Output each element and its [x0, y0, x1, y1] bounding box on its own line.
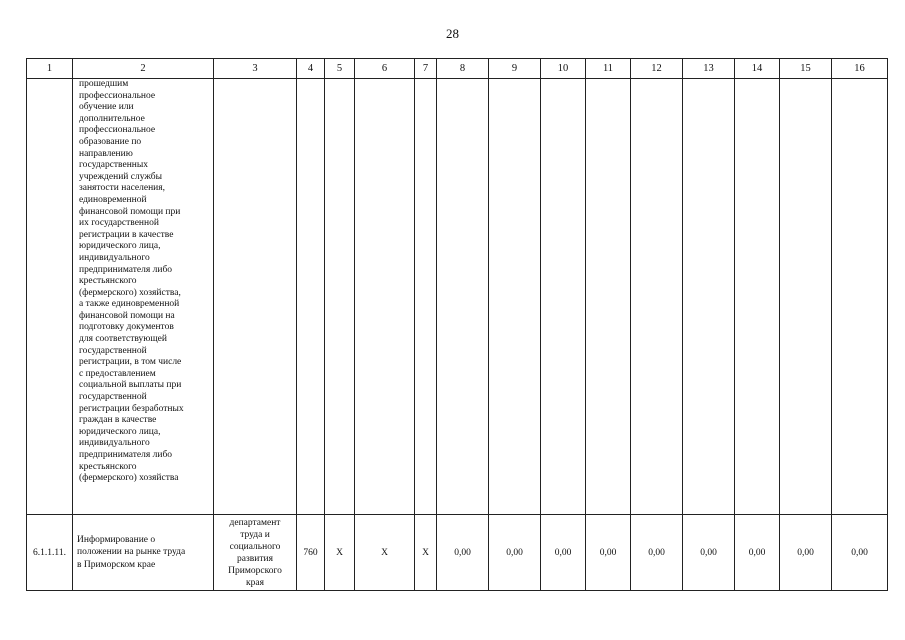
text-line: социального [229, 541, 281, 552]
text-line: образование по [79, 136, 142, 147]
table-cell [325, 79, 355, 515]
table-cell [489, 79, 541, 515]
text-line: (фермерского) хозяйства [79, 473, 179, 484]
table-cell [541, 79, 586, 515]
table-cell: 0,00 [631, 515, 683, 591]
measure-code-cell: 6.1.1.11. [27, 515, 73, 591]
text-line: в Приморском крае [77, 559, 156, 570]
text-line: индивидуального [79, 252, 150, 263]
text-line: социальной выплаты при [79, 380, 182, 391]
table-cell: X [325, 515, 355, 591]
text-line: труда и [240, 529, 270, 540]
table-cell [437, 79, 489, 515]
column-header: 14 [735, 59, 780, 79]
text-line: государственной [79, 345, 147, 356]
table-cell: 0,00 [780, 515, 832, 591]
text-line: департамент [229, 517, 281, 528]
table-cell [415, 79, 437, 515]
text-line: единовременной [79, 194, 147, 205]
text-line: регистрации в качестве [79, 229, 174, 240]
text-line: Информирование о [77, 534, 156, 545]
column-header: 2 [73, 59, 214, 79]
column-header: 15 [780, 59, 832, 79]
column-header: 11 [586, 59, 631, 79]
text-line: с предоставлением [79, 368, 156, 379]
text-line: предпринимателя либо [79, 264, 173, 275]
text-line: обучение или [79, 102, 134, 113]
table-cell [683, 79, 735, 515]
table-row-continued [27, 79, 888, 515]
text-line: регистрации безработных [79, 403, 184, 414]
budget-table [26, 58, 888, 591]
table-cell [631, 79, 683, 515]
text-line: дополнительное [79, 113, 145, 124]
text-line: (фермерского) хозяйства, [79, 287, 181, 298]
text-line: для соответствующей [79, 334, 167, 345]
text-line: индивидуального [79, 438, 150, 449]
table-cell: X [355, 515, 415, 591]
column-header: 4 [297, 59, 325, 79]
text-line: их государственной [79, 218, 159, 229]
text-line: юридического лица, [79, 241, 161, 252]
executor-cell [214, 515, 297, 591]
table-cell [735, 79, 780, 515]
table-cell: X [415, 515, 437, 591]
table-cell [355, 79, 415, 515]
text-line: края [246, 577, 264, 588]
table-cell [780, 79, 832, 515]
text-line: финансовой помощи при [79, 206, 181, 217]
table-cell: 0,00 [489, 515, 541, 591]
column-header: 1 [27, 59, 73, 79]
table-cell: 0,00 [541, 515, 586, 591]
column-header: 8 [437, 59, 489, 79]
text-line: государственной [79, 392, 147, 403]
column-header: 12 [631, 59, 683, 79]
table-cell: 0,00 [683, 515, 735, 591]
column-header: 7 [415, 59, 437, 79]
page-number: 28 [446, 26, 459, 41]
column-header: 5 [325, 59, 355, 79]
measure-name-cell [73, 515, 214, 591]
text-line: финансовой помощи на [79, 310, 175, 321]
text-line: а также единовременной [79, 299, 180, 310]
text-line: положении на рынке труда [77, 547, 186, 558]
text-line: прошедшим [79, 79, 129, 89]
text-line: граждан в качестве [79, 415, 157, 426]
table-row [27, 515, 888, 591]
text-line: профессиональное [79, 90, 156, 101]
text-line: занятости населения, [79, 183, 165, 194]
text-line: Приморского [228, 565, 282, 576]
table-cell: 0,00 [437, 515, 489, 591]
text-line: направлению [79, 148, 133, 159]
text-line: профессиональное [79, 125, 156, 136]
column-header: 3 [214, 59, 297, 79]
table-cell [214, 79, 297, 515]
table-cell [832, 79, 888, 515]
table-cell: 0,00 [832, 515, 888, 591]
text-line: развития [237, 553, 273, 564]
table-cell [297, 79, 325, 515]
text-line: регистрации, в том числе [79, 357, 182, 368]
table-cell [27, 79, 73, 515]
text-line: подготовку документов [79, 322, 174, 333]
table-cell: 0,00 [735, 515, 780, 591]
header-row [27, 59, 888, 79]
table-cell: 0,00 [586, 515, 631, 591]
text-line: предпринимателя либо [79, 450, 173, 460]
column-header: 9 [489, 59, 541, 79]
column-header: 13 [683, 59, 735, 79]
column-header: 10 [541, 59, 586, 79]
text-line: крестьянского [79, 276, 137, 287]
text-line: крестьянского [79, 461, 137, 472]
text-line: учреждений службы [79, 171, 162, 182]
text-line: юридического лица, [79, 426, 161, 437]
column-header: 6 [355, 59, 415, 79]
table-cell [586, 79, 631, 515]
column-header: 16 [832, 59, 888, 79]
measure-description-cell [73, 79, 214, 515]
table-cell: 760 [297, 515, 325, 591]
text-line: государственных [79, 160, 149, 171]
